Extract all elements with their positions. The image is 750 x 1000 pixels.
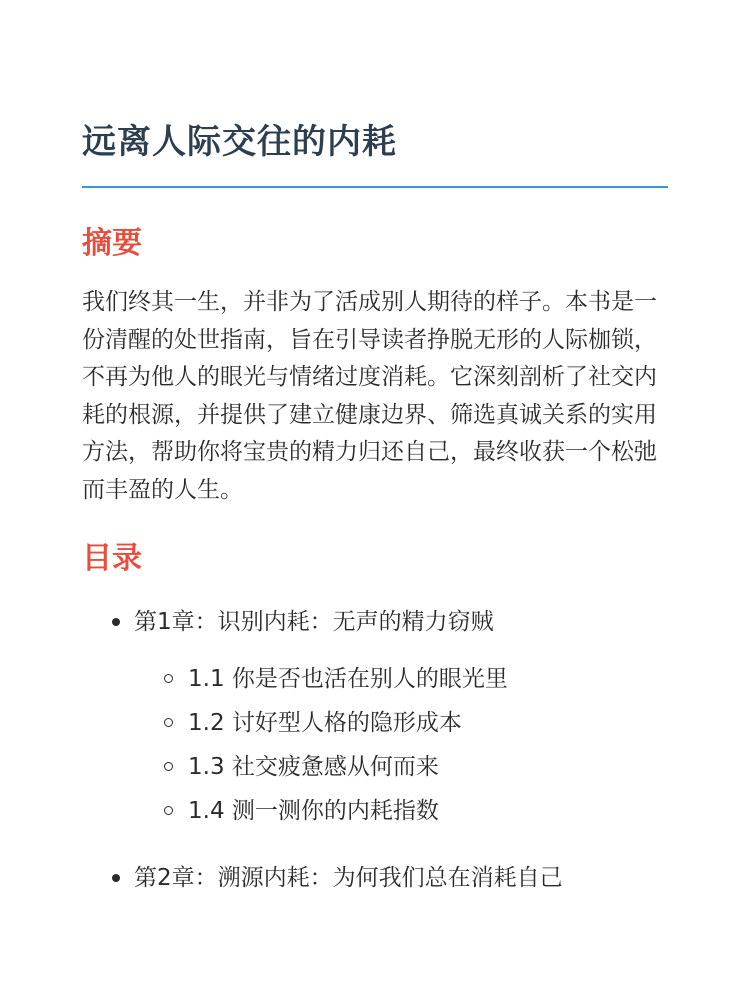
section-label: 1.1 你是否也活在别人的眼光里 [188, 666, 508, 692]
section-label: 1.4 测一测你的内耗指数 [188, 798, 439, 824]
document-title: 远离人际交往的内耗 [82, 122, 397, 162]
toc-chapter-2[interactable] [82, 861, 668, 895]
bullet-circle-icon [164, 674, 173, 683]
section-label: 1.3 社交疲惫感从何而来 [188, 754, 439, 780]
bullet-circle-icon [164, 762, 173, 771]
bullet-disc-icon [112, 874, 120, 882]
toc-section-1-2[interactable] [134, 701, 668, 745]
summary-paragraph: 我们终其一生，并非为了活成别人期待的样子。本书是一份清醒的处世指南，旨在引导读者挣脱无形的人际枷锁，不再为他人的眼光与情绪过度消耗。它深刻剖析了社交内耗的根源，并提供了建立健康边界、筛选真诚关系的实用方法，帮助你将宝贵的精力归还自己，最终收获一个松弛而丰盈的人生。 [82, 289, 657, 503]
title-divider [82, 186, 668, 188]
bullet-disc-icon [112, 618, 120, 626]
bullet-circle-icon [164, 718, 173, 727]
section-label: 1.2 讨好型人格的隐形成本 [188, 710, 462, 736]
chapter-label: 第2章：溯源内耗：为何我们总在消耗自己 [134, 865, 563, 891]
chapter-label: 第1章：识别内耗：无声的精力窃贼 [134, 609, 494, 635]
toc-section-1-4[interactable] [134, 789, 668, 833]
toc-section-1-1[interactable] [134, 657, 668, 701]
toc-heading: 目录 [82, 541, 142, 576]
bullet-circle-icon [164, 806, 173, 815]
summary-heading: 摘要 [82, 226, 142, 261]
table-of-contents [82, 605, 668, 895]
chapter-1-sections [134, 657, 668, 833]
toc-chapter-1[interactable] [82, 605, 668, 833]
toc-section-1-3[interactable] [134, 745, 668, 789]
